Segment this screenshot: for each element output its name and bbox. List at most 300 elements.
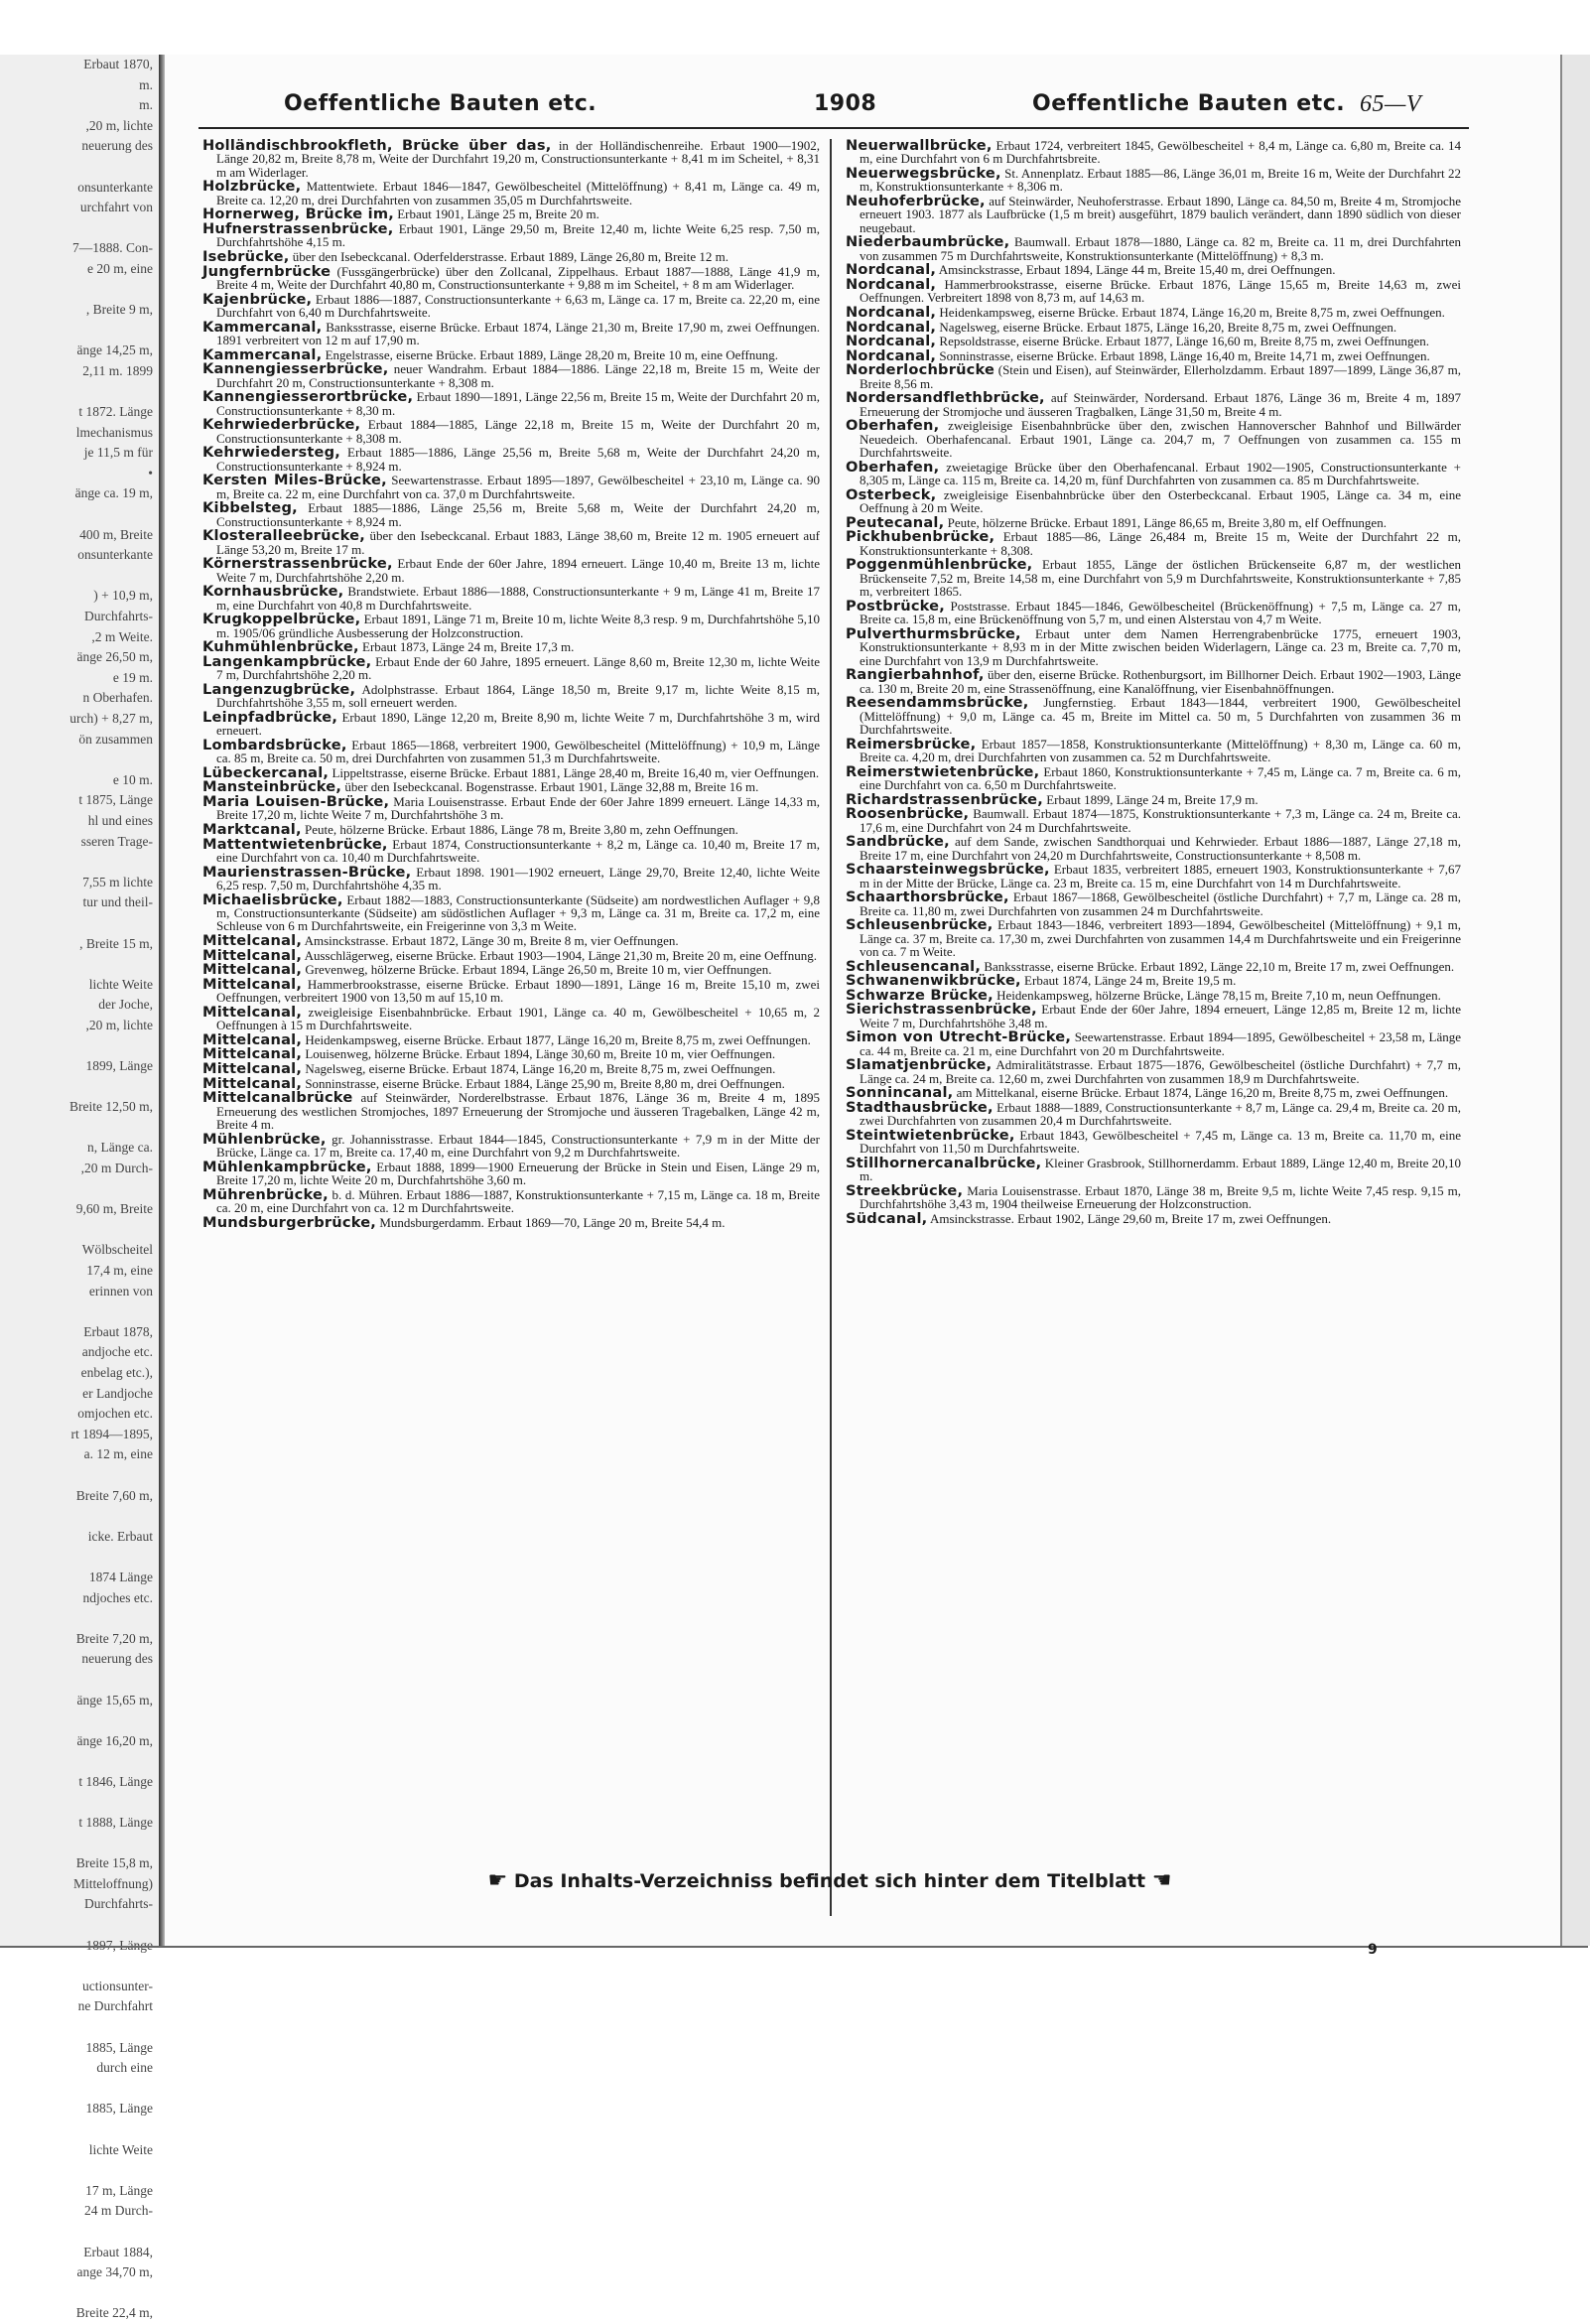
prev-page-line: onsunterkante [77, 547, 153, 563]
entry-text: Erbaut 1901, Länge 29,50 m, Breite 12,40 m, lichte Weite 6,25 resp. 7,50 m, Durchfahrtshöhe 4,15 m. [216, 221, 821, 250]
previous-page-fragment [0, 55, 162, 2321]
prev-page-line: 1885, Länge [85, 2101, 153, 2117]
entry-name: Slamatjenbrücke, [846, 1056, 993, 1074]
entry-text: Maria Louisenstrasse. Erbaut 1870, Länge 38 m, Breite 9,5 m, lichte Weite 7,45 resp. 9,15 m, Durchfahrtshöhe 3,43 m, 1904 theilweise Erneuerung der Holzconstruction. [860, 1182, 1461, 1212]
prev-page-line [0, 504, 159, 525]
prev-page-line: 400 m, Breite [79, 526, 153, 542]
entry-name: Isebrücke, [202, 248, 290, 265]
bridge-entry [846, 790, 1461, 808]
entry-name: Michaelisbrücke, [202, 890, 343, 908]
bridge-entry [202, 390, 820, 417]
entry-name: Oberhafen, [846, 417, 940, 435]
prev-page-line: t 1888, Länge [78, 1815, 153, 1831]
entry-name: Klosteralleebrücke, [202, 527, 365, 545]
entry-name: Lombardsbrücke, [202, 736, 347, 753]
bridge-entry [846, 918, 1461, 958]
entry-name: Mittelcanal, [202, 1074, 303, 1092]
prev-page-line [0, 852, 159, 873]
entry-text: Erbaut 1888—1889, Constructionsunterkante + 8,7 m, Länge ca. 29,4 m, Breite ca. 20 m, zwei Durchfahrten von zusammen 20,4 m Durchfahrtsweite. [860, 1099, 1462, 1129]
entry-text: Erbaut 1724, verbreitert 1845, Gewölbescheitel + 8,4 m, Länge ca. 6,80 m, Breite ca. 14 m, eine Durchfahrt von 6 m Durchfahrtsbreite. [860, 138, 1461, 167]
bridge-entry [202, 680, 820, 711]
entry-name: Simon von Utrecht-Brücke, [846, 1028, 1072, 1046]
bridge-entry [202, 362, 820, 389]
prev-page-line: , Breite 9 m, [85, 302, 153, 318]
pointing-hand-right-icon: ☛ [487, 1868, 508, 1893]
prev-page-line: urch) + 8,27 m, [69, 711, 153, 726]
entry-text: Maria Louisenstrasse. Erbaut Ende der 60er Jahre 1899 erneuert. Länge 14,33 m, Breite 17,20 m, lichte Weite 7 m, Durchfahrtshöhe 3 m. [216, 793, 821, 823]
entry-text: über den Isebeckcanal. Erbaut 1883, Länge 38,60 m, Breite 12 m. 1905 erneuert auf Länge 53,20 m, Breite 17 m. [216, 528, 821, 557]
entry-name: Kornhausbrücke, [202, 583, 344, 601]
entry-text: über den Isebeckcanal. Oderfelderstrasse. Erbaut 1889, Länge 26,80 m, Breite 12 m. [292, 249, 729, 264]
entry-text: Banksstrasse, eiserne Brücke. Erbaut 1892, Länge 22,10 m, Breite 17 m, zwei Oeffnungen. [984, 958, 1455, 974]
entry-name: Mittelcanalbrücke [202, 1089, 353, 1107]
prev-page-line: Erbaut 1878, [83, 1323, 153, 1339]
bridge-entry [202, 792, 821, 823]
entry-text: (Stein und Eisen), auf Steinwärder, Ellerholzdamm. Erbaut 1897—1899, Länge 36,87 m, Breite 8,56 m. [860, 362, 1461, 391]
bridge-entry [846, 863, 1461, 889]
signature-mark: 9 [1368, 1942, 1378, 1958]
prev-page-line: enbelag etc.), [80, 1365, 153, 1380]
bridge-entry [846, 235, 1461, 262]
prev-page-line: a. 12 m, eine [83, 1446, 153, 1462]
entry-text: auf Steinwärder, Neuhoferstrasse. Erbaut 1890, Länge ca. 84,50 m, Breite 4 m, Stromjoche erneuert 1903. 1877 als Laufbrücke (1,5 m breit) ausgeführt, 1879 baulich verändert, dann 1890 südlich von dieser neugebaut. [860, 194, 1462, 235]
prev-page-line: Mitteloffnung) [73, 1875, 153, 1891]
entry-name: Oberhafen, [846, 458, 940, 476]
bridge-entry [202, 1003, 821, 1033]
bridge-entry [846, 391, 1461, 418]
bridge-entry [202, 557, 820, 584]
entry-text: Heidenkampsweg, hölzerne Brücke, Länge 78,15 m, Breite 7,10 m, neun Oeffnungen. [996, 987, 1441, 1003]
entry-text: Erbaut 1890, Länge 12,20 m, Breite 8,90 m, lichte Weite 7 m, Durchfahrtshöhe 3 m, wird erneuert. [216, 709, 820, 739]
entry-text: Erbaut Ende der 60er Jahre, 1894 erneuert, Länge 12,85 m, Breite 12 m, lichte Weite 7 m, Durchfahrtshöhe 3,48 m. [860, 1002, 1461, 1030]
entry-name: Osterbeck, [846, 485, 937, 503]
bridge-entry [846, 318, 1461, 336]
entry-text: Erbaut 1901, Länge 25 m, Breite 20 m. [397, 206, 599, 222]
bridge-entry [202, 290, 820, 320]
entry-text: zweigleisige Eisenbahnbrücke über den, zwischen Hannoverscher Bahnhof und Billwärder Neuedeich. Oberhafencanal. Erbaut 1901, Länge ca. 204,7 m, 7 Oeffnungen von zusammen ca. 155 m Durchfahrtsweite. [860, 418, 1461, 461]
entry-name: Kibbelsteg, [202, 499, 298, 517]
prev-page-line [0, 2160, 159, 2181]
entry-name: Sandbrücke, [846, 833, 950, 851]
prev-page-line [0, 1301, 159, 1322]
entry-name: Peutecanal, [846, 513, 945, 531]
prev-page-line: er Landjoche [82, 1385, 153, 1401]
entry-text: Erbaut 1867—1868, Gewölbescheitel (östliche Durchfahrt) + 7,7 m, Länge ca. 28 m, Breite ca. 11,80 m, zwei Durchfahrten von zusammen 24 m Durchfahrtsweite. [860, 889, 1462, 918]
prev-page-line [0, 954, 159, 975]
bridge-entry [202, 446, 820, 473]
entry-name: Mittelcanal, [202, 1059, 303, 1077]
prev-page-line: e 20 m, eine [87, 260, 153, 276]
prev-page-line: 1874 Länge [88, 1569, 153, 1584]
bridge-entry [202, 205, 820, 223]
prev-page-line: andjoche etc. [81, 1344, 153, 1360]
bridge-entry [846, 458, 1461, 488]
entry-text: neuer Wandrahm. Erbaut 1884—1886. Länge 22,18 m, Breite 15 m, Weite der Durchfahrt 20 m, Constructionsunterkante + 8,308 m. [216, 361, 821, 390]
prev-page-line: 7,55 m lichte [82, 874, 153, 889]
prev-page-line: t 1846, Länge [78, 1773, 153, 1789]
entry-name: Rangierbahnhof, [846, 666, 985, 684]
prev-page-line [0, 2119, 159, 2140]
entry-text: Peute, hölzerne Brücke. Erbaut 1891, Länge 86,65 m, Breite 3,80 m, elf Oeffnungen. [947, 514, 1387, 530]
prev-page-line: Breite 7,60 m, [75, 1487, 153, 1503]
prev-page-line: neuerung des [81, 138, 153, 154]
prev-page-line [0, 218, 159, 239]
prev-page-line [0, 1956, 159, 1977]
bridge-entry [202, 262, 821, 292]
bridge-entry [846, 972, 1461, 990]
prev-page-line: 7—1888. Con- [72, 240, 153, 256]
entry-name: Norderlochbrücke [846, 361, 995, 379]
entry-text: Mundsburgerdamm. Erbaut 1869—70, Länge 20 m, Breite 54,4 m. [379, 1214, 726, 1230]
entry-text: Erbaut 1891, Länge 71 m, Breite 10 m, lichte Weite 8,3 resp. 9 m, Durchfahrtshöhe 5,10 m. 1905/06 gründliche Ausbesserung der Holzconstruction. [216, 612, 821, 640]
prev-page-line: Erbaut 1870, [83, 57, 153, 71]
bridge-entry [846, 139, 1461, 166]
entry-name: Kersten Miles-Brücke, [202, 472, 387, 489]
entry-name: Mittelcanal, [202, 931, 303, 949]
bridge-entry [202, 931, 820, 949]
page-edge [1560, 55, 1590, 1946]
entry-text: Erbaut 1885—86, Länge 26,484 m, Breite 15 m, Weite der Durchfahrt 22 m, Konstruktionsunterkante + 8,308. [860, 529, 1461, 558]
prev-page-line: neuerung des [81, 1651, 153, 1667]
bridge-entry [202, 638, 820, 656]
prev-page-line: änge 16,20 m, [76, 1732, 153, 1748]
entry-text: auf dem Sande, zwischen Sandthorquai und Kehrwieder. Erbaut 1886—1887, Länge 27,18 m, Breite 17 m, eine Durchfahrt von 24,20 m Durchfahrtsweite, Constructionsunterkante + 8,508 m. [860, 834, 1462, 863]
prev-page-line [0, 1036, 159, 1057]
entry-text: Adolphstrasse. Erbaut 1864, Länge 18,50 m, Breite 9,17 m, lichte Weite 8,15 m, Durchfahrtshöhe 3,55 m, soll erneuert werden. [216, 681, 820, 711]
entry-name: Richardstrassenbrücke, [846, 790, 1043, 808]
entry-text: Hammerbrookstrasse, eiserne Brücke. Erbaut 1890—1891, Länge 16 m, Breite 15,10 m, zwei Oeffnungen, verbreitert 1900 von 13,50 m auf 15,10 m. [216, 976, 821, 1006]
entry-text: Erbaut 1885—1886, Länge 25,56 m, Breite 5,68 m, Weite der Durchfahrt 24,20 m, Constructionsunterkante + 8,924 m. [216, 445, 820, 474]
entry-name: Schleusenbrücke, [846, 916, 994, 934]
prev-page-line: ,2 m Weite. [91, 628, 153, 644]
entry-name: Nordcanal, [846, 276, 937, 293]
entry-text: zweigleisige Eisenbahnbrücke über den Osterbeckcanal. Erbaut 1905, Länge ca. 34 m, eine Oeffnung à 20 m Weite. [860, 486, 1462, 516]
entry-name: Neuerwallbrücke, [846, 137, 993, 154]
prev-page-line: ndjoches etc. [82, 1589, 153, 1605]
prev-page-line: ) + 10,9 m, [93, 588, 153, 604]
entry-text: Erbaut 1884—1885, Länge 22,18 m, Breite 15 m, Weite der Durchfahrt 20 m, Constructionsunterkante + 8,308 m. [216, 417, 820, 446]
prev-page-line [0, 1751, 159, 1772]
entry-text: Erbaut 1874, Constructionsunterkante + 8,2 m, Länge ca. 10,40 m, Breite 17 m, eine Durchfahrt von ca. 10,40 m Durchfahrtsweite. [216, 836, 820, 865]
prev-page-line: änge 26,50 m, [76, 649, 153, 665]
prev-page-line [0, 2283, 159, 2304]
prev-page-line: t 1875, Länge [78, 792, 153, 808]
prev-page-line: änge ca. 19 m, [74, 485, 153, 501]
right-column [846, 139, 1461, 1926]
entry-text: Amsinckstrasse. Erbaut 1902, Länge 29,60 m, Breite 17 m, zwei Oeffnungen. [929, 1210, 1332, 1226]
prev-page-line: 24 m Durch- [84, 2203, 153, 2219]
bridge-entry [202, 1185, 821, 1215]
entry-text: Banksstrasse, eiserne Brücke. Erbaut 1874, Länge 21,30 m, Breite 17,90 m, zwei Oeffnungen. 1891 verbreitert von 12 m auf 17,90 m. [216, 319, 821, 347]
header-left-title: Oeffentliche Bauten etc. [284, 91, 597, 116]
bridge-entry [846, 419, 1461, 459]
entry-name: Neuerwegsbrücke, [846, 165, 1001, 182]
entry-text: auf Steinwärder, Norderelbstrasse. Erbaut 1876, Länge 36 m, Breite 4 m, 1895 Erneuerung des westlichen Stromjoches, 1897 Erneuerung der Stromjoche und äusseren Tragebalken, Länge 42 m, Breite 4 m. [216, 1090, 820, 1132]
prev-page-line: 17 m, Länge [85, 2182, 153, 2198]
pointing-hand-left-icon: ☚ [1151, 1868, 1172, 1893]
prev-page-line [0, 1670, 159, 1691]
bridge-entry [202, 345, 820, 363]
entry-text: Grevenweg, hölzerne Brücke. Erbaut 1894, Länge 26,50 m, Breite 10 m, vier Oeffnungen. [305, 962, 772, 978]
entry-text: über den, eiserne Brücke. Rothenburgsort, im Billhorner Deich. Erbaut 1902—1903, Länge ca. 130 m, Breite 20 m, eine Strassenöffnung, eine Kanalöffnung, vier Eisenbahnöffnungen. [860, 667, 1461, 696]
prev-page-line [0, 1547, 159, 1568]
entry-text: am Mittelkanal, eiserne Brücke. Erbaut 1874, Länge 16,20 m, Breite 8,75 m, zwei Oeffnungen. [956, 1085, 1449, 1101]
entry-text: Kleiner Grasbrook, Stillhornerdamm. Erbaut 1889, Länge 12,40 m, Breite 20,10 m. [860, 1155, 1462, 1184]
prev-page-line: m. [139, 76, 153, 92]
prev-page-line: 1899, Länge [85, 1058, 153, 1074]
prev-page-line: Wölbscheitel [81, 1242, 153, 1258]
bridge-entry [202, 736, 821, 766]
entry-name: Kajenbrücke, [202, 290, 313, 308]
bridge-entry [846, 530, 1461, 557]
entry-text: in der Holländischenreihe. Erbaut 1900—1902, Länge 20,82 m, Breite 8,78 m, Weite der Durchfahrt 19,20 m, Constructionsunterkante + 8,41 m im Scheitel, + 8,31 m am Widerlager. [216, 138, 821, 180]
bridge-entry [846, 986, 1461, 1004]
prev-page-line: Durchfahrts- [84, 609, 153, 624]
entry-name: Lübeckercanal, [202, 763, 330, 781]
entry-name: Sierichstrassenbrücke, [846, 1001, 1037, 1019]
entry-text: Heidenkampsweg, eiserne Brücke. Erbaut 1877, Länge 16,20 m, Breite 8,75 m, zwei Oeffnungen. [305, 1031, 811, 1047]
prev-page-line [0, 280, 159, 301]
bridge-entry [846, 957, 1461, 975]
bridge-entry [202, 975, 821, 1006]
entry-name: Reesendammsbrücke, [846, 694, 1029, 712]
bridge-entry [846, 1181, 1461, 1212]
bridge-entry [846, 195, 1461, 234]
entry-text: Baumwall. Erbaut 1878—1880, Länge ca. 82 m, Breite ca. 11 m, drei Durchfahrten von zusammen 75 m Durchfahrtsweite, Konstruktionsunterkante (Mittelöffnung) + 8,3 m. [860, 234, 1461, 263]
entry-text: Baumwall. Erbaut 1874—1875, Konstruktionsunterkante + 7,3 m, Länge ca. 24 m, Breite ca. 17,6 m, eine Durchfahrt von 24 m Durchfahrtsweite. [860, 806, 1462, 835]
entry-name: Nordcanal, [846, 261, 937, 279]
entry-name: Stillhornercanalbrücke, [846, 1154, 1042, 1171]
bridge-entry [202, 1213, 820, 1231]
bridge-entry [202, 585, 820, 612]
entry-text: Louisenweg, hölzerne Brücke. Erbaut 1894, Länge 30,60 m, Breite 10 m, vier Oeffnungen. [305, 1046, 776, 1062]
prev-page-line [0, 1118, 159, 1139]
entry-text: zweietagige Brücke über den Oberhafencanal. Erbaut 1902—1905, Constructionsunterkante + 8,305 m, Länge ca. 115 m, Breite ca. 14,20 m, fünf Durchfahrten von zusammen ca. 85 m Durchfahrtsweite. [860, 459, 1461, 488]
bridge-entry [846, 1126, 1461, 1157]
entry-text: St. Annenplatz. Erbaut 1885—86, Länge 36,01 m, Breite 16 m, Weite der Durchfahrt 22 m, Konstruktionsunterkante + 8,306 m. [860, 166, 1461, 195]
prev-page-line: ,20 m, lichte [85, 1017, 153, 1032]
entry-name: Jungfernbrücke [202, 262, 331, 280]
bridge-entry [202, 1045, 820, 1063]
entry-name: Mühlenbrücke, [202, 1130, 327, 1148]
entry-text: Engelstrasse, eiserne Brücke. Erbaut 1889, Länge 28,20 m, Breite 10 m, eine Oeffnung. [325, 346, 779, 362]
entry-text: Erbaut 1843—1846, verbreitert 1893—1894, Gewölbescheitel (Mittelöffnung) + 9,1 m, Länge ca. 37 m, Breite ca. 17,30 m, zwei Durchfahrten von zusammen 14,4 m Durchfahrtsweite und ein Freigerinne von ca. 7 m Weite. [860, 917, 1462, 959]
entry-text: Seewartenstrasse. Erbaut 1895—1897, Gewölbescheitel + 23,10 m, Länge ca. 90 m, Breite ca. 22 m, eine Durchfahrt von ca. 37,0 m Durchfahrtsweite. [216, 473, 821, 501]
prev-page-line: änge 14,25 m, [76, 342, 153, 358]
prev-page-line [0, 1608, 159, 1629]
entry-name: Nordcanal, [846, 318, 937, 336]
bridge-entry [846, 261, 1461, 279]
entry-text: Jungfernstieg. Erbaut 1843—1844, verbreitert 1900, Gewölbescheitel (Mittelöffnung) + 9,0 m, Länge ca. 45 m, Breite im Mittel ca. 50 m, 5 Durchfahrten von zusammen 36 m Durchfahrtsweite. [860, 695, 1461, 737]
entry-text: Erbaut 1860, Konstruktionsunterkante + 7,45 m, Länge ca. 7 m, Breite ca. 6 m, eine Durchfahrt von ca. 6,50 m Durchfahrtsweite. [860, 763, 1462, 792]
prev-page-line: lichte Weite [88, 976, 153, 992]
entry-name: Mittelcanal, [202, 946, 303, 964]
prev-page-line: n Oberhafen. [82, 690, 153, 706]
bridge-entry [846, 558, 1461, 598]
bridge-entry [202, 946, 820, 964]
prev-page-line [0, 2079, 159, 2100]
bridge-entry [846, 762, 1462, 792]
entry-text: Erbaut Ende der 60 Jahre, 1895 erneuert. Länge 8,60 m, Breite 12,30 m, lichte Weite 7 m, Durchfahrtshöhe 2,20 m. [216, 653, 821, 683]
header-right-title: Oeffentliche Bauten etc. [1032, 91, 1346, 116]
entry-name: Roosenbrücke, [846, 805, 970, 823]
bridge-entry [846, 1030, 1461, 1057]
prev-page-line: omjochen etc. [77, 1406, 153, 1422]
entry-text: Erbaut 1843, Gewölbescheitel + 7,45 m, Länge ca. 13 m, Breite ca. 11,70 m, eine Durchfahrt von 11,50 m Durchfahrtsweite. [860, 1127, 1461, 1157]
prev-page-line: 17,4 m, eine [86, 1263, 153, 1279]
bridge-entry [846, 735, 1461, 764]
entry-text: Poststrasse. Erbaut 1845—1846, Gewölbescheitel (Brückenöffnung) + 7,5 m, Länge ca. 27 m, Breite ca. 15,8 m, eine Brückenöffnung von 5,7 m, und einen Alsterstau von 4,7 m Weite. [860, 598, 1462, 627]
prev-page-line: lmechanismus [75, 424, 153, 440]
entry-name: Poggenmühlenbrücke, [846, 556, 1033, 574]
prev-page-line: sseren Trage- [80, 833, 153, 849]
entry-name: Langenkampbrücke, [202, 652, 372, 670]
entry-text: Heidenkampsweg, eiserne Brücke. Erbaut 1874, Länge 16,20 m, Breite 8,75 m, zwei Oeffnungen. [939, 305, 1445, 320]
prev-page-line [0, 913, 159, 934]
prev-page-line [0, 2222, 159, 2243]
entry-name: Mührenbrücke, [202, 1185, 329, 1203]
prev-page-line [0, 566, 159, 587]
entry-text: Erbaut 1885—1886, Länge 25,56 m, Breite 5,68 m, Weite der Durchfahrt 24,20 m, Constructionsunterkante + 8,924 m. [216, 500, 820, 529]
entry-name: Mittelcanal, [202, 975, 303, 993]
entry-text: Admiralitätstrasse. Erbaut 1875—1876, Gewölbescheitel (östliche Durchfahrt) + 7,7 m, Länge ca. 24 m, Breite ca. 12,60 m, zwei Durchfahrten von zusammen 18,9 m Durchfahrtsweite. [860, 1057, 1461, 1086]
entry-text: Nagelsweg, eiserne Brücke. Erbaut 1874, Länge 16,20 m, Breite 8,75 m, zwei Oeffnungen. [305, 1060, 776, 1076]
prev-page-line [0, 1179, 159, 1200]
prev-page-line: 1885, Länge [85, 2039, 153, 2055]
bridge-entry [202, 1130, 820, 1160]
entry-text: Erbaut 1857—1858, Konstruktionsunterkante (Mittelöffnung) + 8,30 m, Länge ca. 60 m, Breite ca. 4,20 m, drei Durchfahrten von zusammen ca. 52 m Durchfahrtsweite. [860, 736, 1461, 764]
entry-name: Hufnerstrassenbrücke, [202, 220, 394, 237]
prev-page-line: , Breite 15 m, [79, 935, 153, 951]
bridge-entry [846, 1154, 1462, 1184]
prev-page-line: ,20 m Durch- [80, 1161, 153, 1176]
prev-page-line: t 1872. Länge [78, 404, 153, 420]
entry-name: Krugkoppelbrücke, [202, 611, 361, 628]
prev-page-line: ön zusammen [78, 731, 153, 747]
entry-name: Reimerstwietenbrücke, [846, 762, 1040, 780]
prev-page-line: tur und theil- [82, 894, 153, 910]
prev-page-line [0, 1506, 159, 1527]
entry-name: Schleusencanal, [846, 957, 982, 975]
bridge-entry [202, 652, 821, 683]
prev-page-line: Breite 15,8 m, [75, 1855, 153, 1871]
bridge-entry [846, 696, 1461, 736]
prev-page-line: rt 1894—1895, [70, 1426, 153, 1441]
entry-name: Kannengiesserortbrücke, [202, 388, 414, 406]
entry-text: Repsoldstrasse, eiserne Brücke. Erbaut 1877, Länge 16,60 m, Breite 8,75 m, zwei Oeffnungen. [939, 334, 1430, 349]
entry-name: Marktcanal, [202, 820, 302, 838]
footer-text: Das Inhalts-Verzeichniss befindet sich hinter dem Titelblatt [513, 1870, 1146, 1892]
left-column [202, 139, 820, 1926]
entry-name: Schwanenwikbrücke, [846, 972, 1021, 990]
prev-page-line: lichte Weite [88, 2141, 153, 2157]
bridge-entry [202, 1059, 820, 1077]
entry-name: Mansteinbrücke, [202, 778, 342, 796]
column-divider [830, 139, 832, 1916]
prev-page-line [0, 1792, 159, 1813]
bridge-entry [202, 1091, 820, 1131]
entry-text: Erbaut 1898. 1901—1902 erneuert, Länge 29,70, Breite 12,40, lichte Weite 6,25 resp. 7,50 m, Durchfahrtshöhe 4,35 m. [216, 864, 820, 892]
entry-name: Streekbrücke, [846, 1181, 964, 1199]
bridge-entry [202, 418, 820, 445]
bridge-entry [846, 807, 1461, 834]
entry-text: Erbaut 1835, verbreitert 1885, erneuert 1903, Konstruktionsunterkante + 7,67 m in der Mitte der Brücke, Länge ca. 23 m, Breite ca. 15 m, eine Durchfahrt von 14 m Durchfahrtsweite. [860, 862, 1462, 890]
entry-name: Maria Louisen-Brücke, [202, 792, 390, 810]
bridge-entry [846, 1003, 1461, 1029]
prev-page-line: ange 34,70 m, [76, 2264, 153, 2280]
page-bottom-edge [0, 1946, 1588, 1948]
entry-text: Erbaut 1886—1887, Constructionsunterkante + 6,63 m, Länge ca. 17 m, Breite ca. 22,20 m, eine Durchfahrt von 6,40 m Durchfahrtsweite. [216, 291, 820, 320]
bridge-entry [202, 1158, 821, 1187]
prev-page-line: durch eine [96, 2060, 153, 2076]
bridge-entry [846, 1058, 1461, 1085]
entry-name: Schaarsteinwegsbrücke, [846, 861, 1050, 879]
entry-text: Lippeltstrasse, eiserne Brücke. Erbaut 1881, Länge 28,40 m, Breite 16,40 m, vier Oeffnungen. [331, 764, 820, 780]
entry-text: Hammerbrookstrasse, eiserne Brücke. Erbaut 1876, Länge 15,65 m, Breite 14,63 m, zwei Oeffnungen. Verbreitert 1898 von 8,73 m, auf 14,63 m. [860, 277, 1462, 306]
entry-text: Brandstwiete. Erbaut 1886—1888, Constructionsunterkante + 9 m, Länge 41 m, Breite 17 m, eine Durchfahrt von 40,8 m Durchfahrtsweite. [216, 584, 821, 613]
entry-name: Nordcanal, [846, 333, 937, 350]
entry-name: Schwarze Brücke, [846, 986, 994, 1004]
prev-page-line [0, 1465, 159, 1486]
bridge-entry [846, 346, 1461, 364]
entry-name: Kehrwiedersteg, [202, 444, 341, 462]
prev-page-line [0, 1710, 159, 1731]
bridge-entry [202, 318, 821, 347]
entry-text: Erbaut 1899, Länge 24 m, Breite 17,9 m. [1046, 791, 1259, 807]
entry-name: Mittelcanal, [202, 1030, 303, 1048]
bridge-entry [202, 763, 820, 781]
entry-name: Langenzugbrücke, [202, 680, 356, 698]
footer-notice [433, 1868, 1227, 1898]
prev-page-line: e 19 m. [112, 669, 153, 685]
entry-text: Erbaut unter dem Namen Herrengrabenbrücke 1775, erneuert 1903, Konstruktionsunterkante + 8,93 m in der Mitte zwischen beiden Widerlagern, Länge ca. 23 m, Breite ca. 7,70 m, eine Durchfahrt von 13,9 m Durchfahrtsweite. [860, 625, 1461, 668]
bridge-entry [846, 668, 1461, 695]
entry-name: Postbrücke, [846, 597, 946, 615]
entry-text: Seewartenstrasse. Erbaut 1894—1895, Gewölbescheitel + 23,58 m, Länge ca. 44 m, Breite ca. 21 m, eine Durchfahrt von 20 m Durchfahrtsweite. [860, 1029, 1462, 1058]
prev-page-line [0, 2017, 159, 2038]
header-year: 1908 [814, 91, 877, 116]
entry-name: Stadthausbrücke, [846, 1098, 994, 1116]
entry-text: Amsinckstrasse. Erbaut 1872, Länge 30 m, Breite 8 m, vier Oeffnungen. [304, 932, 679, 948]
entry-text: Erbaut 1890—1891, Länge 22,56 m, Breite 15 m, Weite der Durchfahrt 20 m, Constructionsunterkante + 8,30 m. [216, 389, 820, 418]
bridge-entry [202, 613, 820, 639]
prev-page-line: 9,60 m, Breite [75, 1201, 153, 1217]
bridge-entry [846, 1098, 1462, 1129]
entry-name: Mühlenkampbrücke, [202, 1158, 372, 1175]
entry-name: Holländischbrookfleth, Brücke über das, [202, 137, 552, 154]
entry-text: Ausschlägerweg, eiserne Brücke. Erbaut 1903—1904, Länge 21,30 m, Breite 20 m, eine Oeffnung. [304, 947, 817, 963]
bridge-entry [202, 890, 820, 934]
bridge-entry [202, 863, 820, 892]
entry-text: Mattentwiete. Erbaut 1846—1847, Gewölbescheitel (Mittelöffnung) + 8,41 m, Länge ca. 49 m, Breite ca. 12,20 m, drei Durchfahrten von zusammen 35,05 m Durchfahrtsweite. [216, 179, 820, 207]
entry-text: zweigleisige Eisenbahnbrücke. Erbaut 1901, Länge ca. 40 m, Gewölbescheitel + 10,65 m, 2 Oeffnungen à 15 m Durchfahrtsweite. [216, 1004, 821, 1033]
entry-name: Kehrwiederbrücke, [202, 416, 361, 434]
entry-name: Niederbaumbrücke, [846, 233, 1010, 251]
bridge-entry [202, 529, 820, 556]
bridge-entry [846, 363, 1461, 390]
entry-text: auf Steinwärder, Nordersand. Erbaut 1876, Länge 36 m, Breite 4 m, 1897 Erneuerung der Stromjoche und äusseren Tragbalken, Länge 31,50 m, Breite 4 m. [860, 390, 1462, 419]
prev-page-line: Erbaut 1884, [83, 2244, 153, 2259]
bridge-entry [846, 278, 1461, 305]
running-header [199, 91, 1469, 125]
bridge-entry [846, 1209, 1461, 1227]
prev-page-line [0, 1834, 159, 1854]
entry-text: Amsinckstrasse, Erbaut 1894, Länge 44 m, Breite 15,40 m, drei Oeffnungen. [938, 262, 1336, 278]
entry-text: Erbaut 1865—1868, verbreitert 1900, Gewölbescheitel (Mittelöffnung) + 10,9 m, Länge ca. 85 m, Breite ca. 50 m, drei Durchfahrten von zusammen 51,3 m Durchfahrtsweite. [216, 737, 821, 766]
prev-page-line [0, 321, 159, 342]
entry-name: Nordcanal, [846, 304, 937, 321]
entry-name: Kammercanal, [202, 345, 323, 363]
